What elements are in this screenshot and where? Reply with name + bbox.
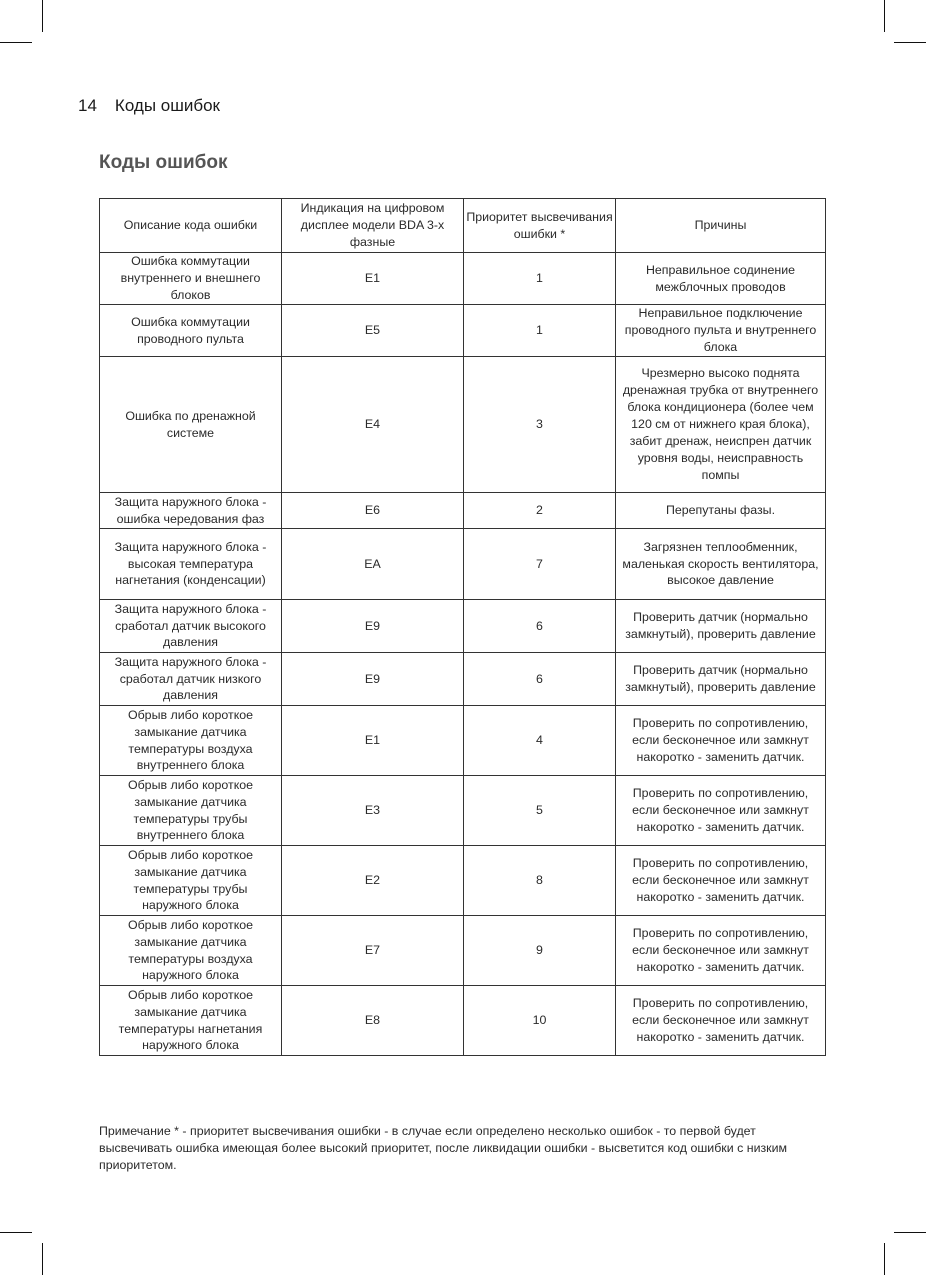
- cell-cause: Проверить по сопротивлению, если бесконечное или замкнут накоротко - заменить датчик.: [616, 916, 826, 986]
- cell-description: Ошибка коммутации проводного пульта: [100, 305, 282, 357]
- cell-cause: Загрязнен теплообменник, маленькая скорость вентилятора, высокое давление: [616, 529, 826, 600]
- cell-cause: Проверить по сопротивлению, если бесконечное или замкнут накоротко - заменить датчик.: [616, 706, 826, 776]
- crop-mark: [42, 1243, 43, 1275]
- cell-description: Обрыв либо короткое замыкание датчика температуры воздуха внутреннего блока: [100, 706, 282, 776]
- cell-description: Защита наружного блока - высокая температура нагнетания (конденсации): [100, 529, 282, 600]
- cell-cause: Проверить датчик (нормально замкнутый), проверить давление: [616, 653, 826, 706]
- cell-description: Защита наружного блока - сработал датчик низкого давления: [100, 653, 282, 706]
- page-number: 14: [78, 96, 97, 115]
- cell-description: Ошибка по дренажной системе: [100, 357, 282, 493]
- cell-priority: 4: [464, 706, 616, 776]
- cell-cause: Проверить датчик (нормально замкнутый), проверить давление: [616, 600, 826, 653]
- table-row: [100, 305, 826, 357]
- cell-priority: 6: [464, 600, 616, 653]
- cell-priority: 1: [464, 253, 616, 305]
- cell-description: Обрыв либо короткое замыкание датчика температуры нагнетания наружного блока: [100, 986, 282, 1056]
- cell-code: E6: [282, 493, 464, 529]
- cell-code: E9: [282, 653, 464, 706]
- page-header: [78, 96, 220, 116]
- crop-mark: [0, 1232, 32, 1233]
- crop-mark: [884, 1243, 885, 1275]
- table-row: [100, 846, 826, 916]
- cell-cause: Неправильное содинение межблочных проводов: [616, 253, 826, 305]
- cell-cause: Проверить по сопротивлению, если бесконечное или замкнут накоротко - заменить датчик.: [616, 846, 826, 916]
- cell-priority: 9: [464, 916, 616, 986]
- crop-mark: [42, 0, 43, 32]
- table-row: [100, 493, 826, 529]
- column-header-priority: Приоритет высвечивания ошибки *: [464, 199, 616, 253]
- cell-description: Ошибка коммутации внутреннего и внешнего блоков: [100, 253, 282, 305]
- table-row: [100, 600, 826, 653]
- column-header-description: Описание кода ошибки: [100, 199, 282, 253]
- cell-cause: Перепутаны фазы.: [616, 493, 826, 529]
- cell-priority: 6: [464, 653, 616, 706]
- cell-description: Защита наружного блока - ошибка чередования фаз: [100, 493, 282, 529]
- error-codes-table: [99, 198, 826, 1056]
- cell-code: E3: [282, 776, 464, 846]
- cell-code: EA: [282, 529, 464, 600]
- section-title: Коды ошибок: [99, 152, 228, 173]
- cell-description: Обрыв либо короткое замыкание датчика температуры трубы наружного блока: [100, 846, 282, 916]
- cell-cause: Проверить по сопротивлению, если бесконечное или замкнут накоротко - заменить датчик.: [616, 776, 826, 846]
- column-header-causes: Причины: [616, 199, 826, 253]
- cell-priority: 5: [464, 776, 616, 846]
- cell-code: E1: [282, 706, 464, 776]
- cell-cause: Проверить по сопротивлению, если бесконечное или замкнут накоротко - заменить датчик.: [616, 986, 826, 1056]
- table-row: [100, 357, 826, 493]
- table-row: [100, 653, 826, 706]
- cell-code: E1: [282, 253, 464, 305]
- cell-code: E9: [282, 600, 464, 653]
- cell-priority: 3: [464, 357, 616, 493]
- cell-priority: 10: [464, 986, 616, 1056]
- cell-priority: 2: [464, 493, 616, 529]
- table-row: [100, 986, 826, 1056]
- table-header-row: [100, 199, 826, 253]
- table-row: [100, 916, 826, 986]
- table-row: [100, 253, 826, 305]
- cell-code: E7: [282, 916, 464, 986]
- cell-cause: Чрезмерно высоко поднята дренажная трубка от внутреннего блока кондиционера (более чем 120 см от нижнего края блока), забит дренаж, неиспрен датчик уровня воды, неисправность помпы: [616, 357, 826, 493]
- cell-code: E4: [282, 357, 464, 493]
- cell-priority: 7: [464, 529, 616, 600]
- cell-description: Обрыв либо короткое замыкание датчика температуры воздуха наружного блока: [100, 916, 282, 986]
- crop-mark: [0, 42, 32, 43]
- cell-code: E2: [282, 846, 464, 916]
- table-row: [100, 529, 826, 600]
- table-row: [100, 776, 826, 846]
- cell-description: Обрыв либо короткое замыкание датчика температуры трубы внутреннего блока: [100, 776, 282, 846]
- cell-priority: 8: [464, 846, 616, 916]
- cell-description: Защита наружного блока - сработал датчик высокого давления: [100, 600, 282, 653]
- cell-code: E8: [282, 986, 464, 1056]
- column-header-display: Индикация на цифровом дисплее модели BDA 3-х фазные: [282, 199, 464, 253]
- footnote: Примечание * - приоритет высвечивания ошибки - в случае если определено несколько ошибок - то первой будет высвечивать ошибка имеющая более высокий приоритет, после ликвидации ошибки - высветится код ошибки с низким приоритетом.: [99, 1124, 788, 1172]
- cell-cause: Неправильное подключение проводного пульта и внутреннего блока: [616, 305, 826, 357]
- table-row: [100, 706, 826, 776]
- header-section: Коды ошибок: [114, 96, 220, 115]
- crop-mark: [884, 0, 885, 32]
- crop-mark: [894, 1232, 926, 1233]
- crop-mark: [894, 42, 926, 43]
- cell-priority: 1: [464, 305, 616, 357]
- cell-code: E5: [282, 305, 464, 357]
